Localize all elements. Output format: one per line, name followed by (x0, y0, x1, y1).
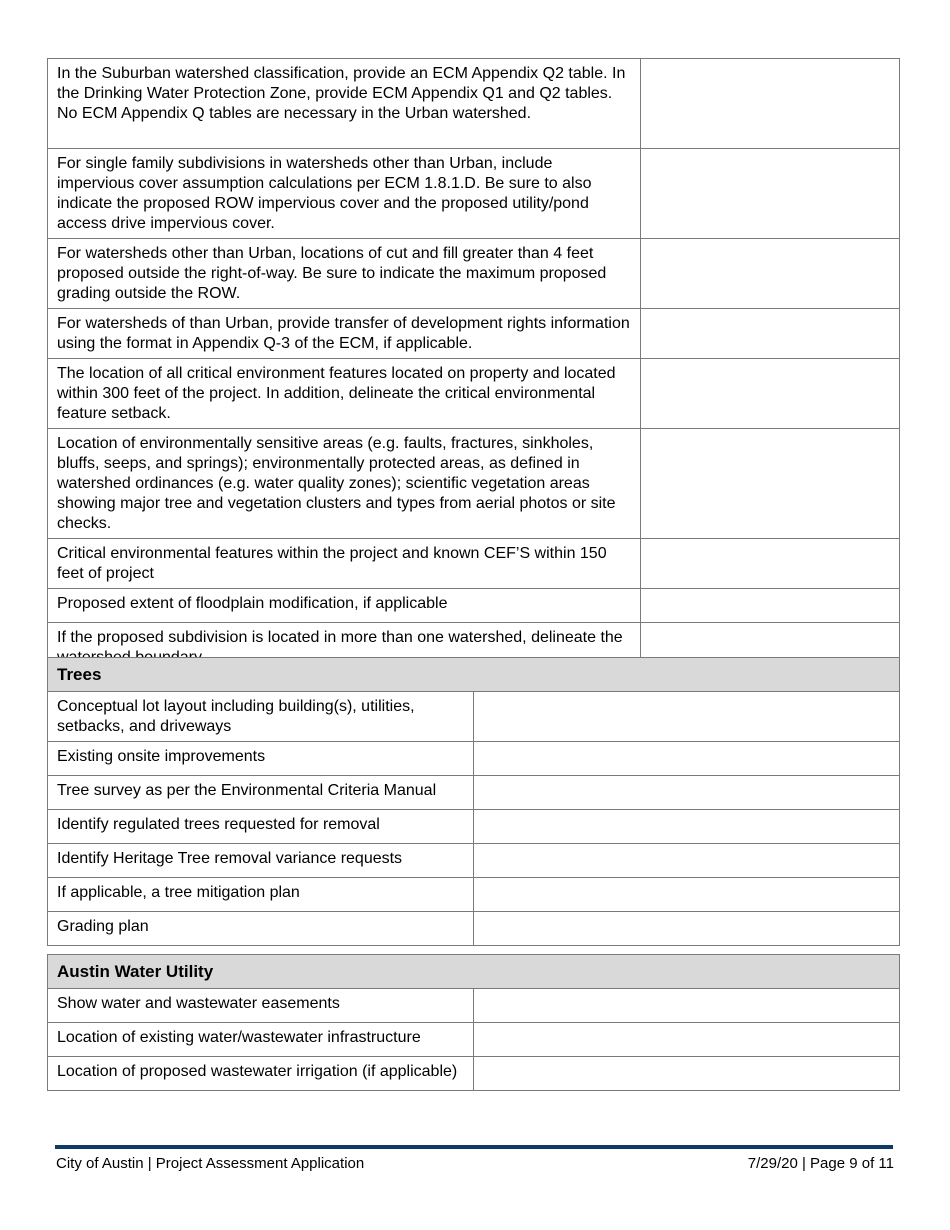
response-cell[interactable] (640, 239, 899, 309)
response-cell[interactable] (474, 692, 900, 742)
section-header-row (48, 658, 900, 692)
requirement-text: Grading plan (48, 912, 474, 946)
footer-date-page: 7/29/20 | Page 9 of 11 (747, 1155, 894, 1172)
response-cell[interactable] (474, 878, 900, 912)
table-row (48, 912, 900, 946)
requirement-text: Show water and wastewater easements (48, 989, 474, 1023)
requirement-text: Location of existing water/wastewater infrastructure (48, 1023, 474, 1057)
requirement-text: If applicable, a tree mitigation plan (48, 878, 474, 912)
requirement-text: For watersheds of than Urban, provide transfer of development rights information using the format in Appendix Q-3 of the ECM, if applicable. (48, 309, 641, 359)
response-cell[interactable] (640, 589, 899, 623)
requirement-text: Conceptual lot layout including building(s), utilities, setbacks, and driveways (48, 692, 474, 742)
requirement-text: Existing onsite improvements (48, 742, 474, 776)
response-cell[interactable] (640, 429, 899, 539)
response-cell[interactable] (474, 742, 900, 776)
table-row (48, 149, 900, 239)
table-row (48, 1057, 900, 1091)
response-cell[interactable] (474, 810, 900, 844)
requirement-text: For single family subdivisions in watersheds other than Urban, include impervious cover assumption calculations per ECM 1.8.1.D. Be sure to also indicate the proposed ROW impervious cover and the proposed utility/pond access drive impervious cover. (48, 149, 641, 239)
response-cell[interactable] (474, 776, 900, 810)
response-cell[interactable] (474, 1023, 900, 1057)
requirement-text: Location of proposed wastewater irrigation (if applicable) (48, 1057, 474, 1091)
requirement-text: In the Suburban watershed classification, provide an ECM Appendix Q2 table. In the Drinking Water Protection Zone, provide ECM Appendix Q1 and Q2 tables. No ECM Appendix Q tables are necessary in the Urban watershed. (48, 59, 641, 149)
response-cell[interactable] (640, 149, 899, 239)
requirement-text: For watersheds other than Urban, locations of cut and fill greater than 4 feet proposed outside the right-of-way. Be sure to indicate the maximum proposed grading outside the ROW. (48, 239, 641, 309)
table-row (48, 844, 900, 878)
austin-water-checklist-table (47, 954, 900, 1091)
requirement-text: Identify Heritage Tree removal variance requests (48, 844, 474, 878)
response-cell[interactable] (474, 989, 900, 1023)
environmental-checklist-table (47, 58, 900, 673)
requirement-text: If the proposed subdivision is located in more than one watershed, delineate the (48, 623, 641, 673)
response-cell[interactable] (474, 912, 900, 946)
requirement-text: Location of environmentally sensitive areas (e.g. faults, fractures, sinkholes, bluffs, seeps, and springs); environmentally protected areas, as defined in watershed ordinances (e.g. water quality zones); scientific vegetation areas showing major tree and vegetation clusters and types from aerial photos or site checks. (48, 429, 641, 539)
response-cell[interactable] (640, 59, 899, 149)
response-cell[interactable] (640, 539, 899, 589)
response-cell[interactable] (474, 844, 900, 878)
table-row (48, 692, 900, 742)
table-row (48, 239, 900, 309)
requirement-text: Tree survey as per the Environmental Criteria Manual (48, 776, 474, 810)
table-row (48, 1023, 900, 1057)
table-row (48, 989, 900, 1023)
table-row (48, 429, 900, 539)
table-row (48, 776, 900, 810)
section-header-row (48, 955, 900, 989)
table-row (48, 359, 900, 429)
table-row (48, 309, 900, 359)
response-cell[interactable] (640, 309, 899, 359)
table-row (48, 59, 900, 149)
requirement-text: Critical environmental features within the project and known CEF’S within 150 feet of project (48, 539, 641, 589)
section-title-trees: Trees (48, 658, 900, 692)
trees-checklist-table (47, 657, 900, 946)
table-row (48, 539, 900, 589)
requirement-text: Identify regulated trees requested for removal (48, 810, 474, 844)
table-row (48, 810, 900, 844)
requirement-text: Proposed extent of floodplain modification, if applicable (48, 589, 641, 623)
response-cell[interactable] (640, 359, 899, 429)
section-title-austin-water: Austin Water Utility (48, 955, 900, 989)
table-row (48, 742, 900, 776)
requirement-text: The location of all critical environment features located on property and located within 300 feet of the project. In addition, delineate the critical environmental feature setback. (48, 359, 641, 429)
footer-document-title: City of Austin | Project Assessment Application (56, 1155, 365, 1172)
footer-divider (55, 1145, 893, 1149)
response-cell[interactable] (474, 1057, 900, 1091)
table-row (48, 878, 900, 912)
table-row (48, 589, 900, 623)
